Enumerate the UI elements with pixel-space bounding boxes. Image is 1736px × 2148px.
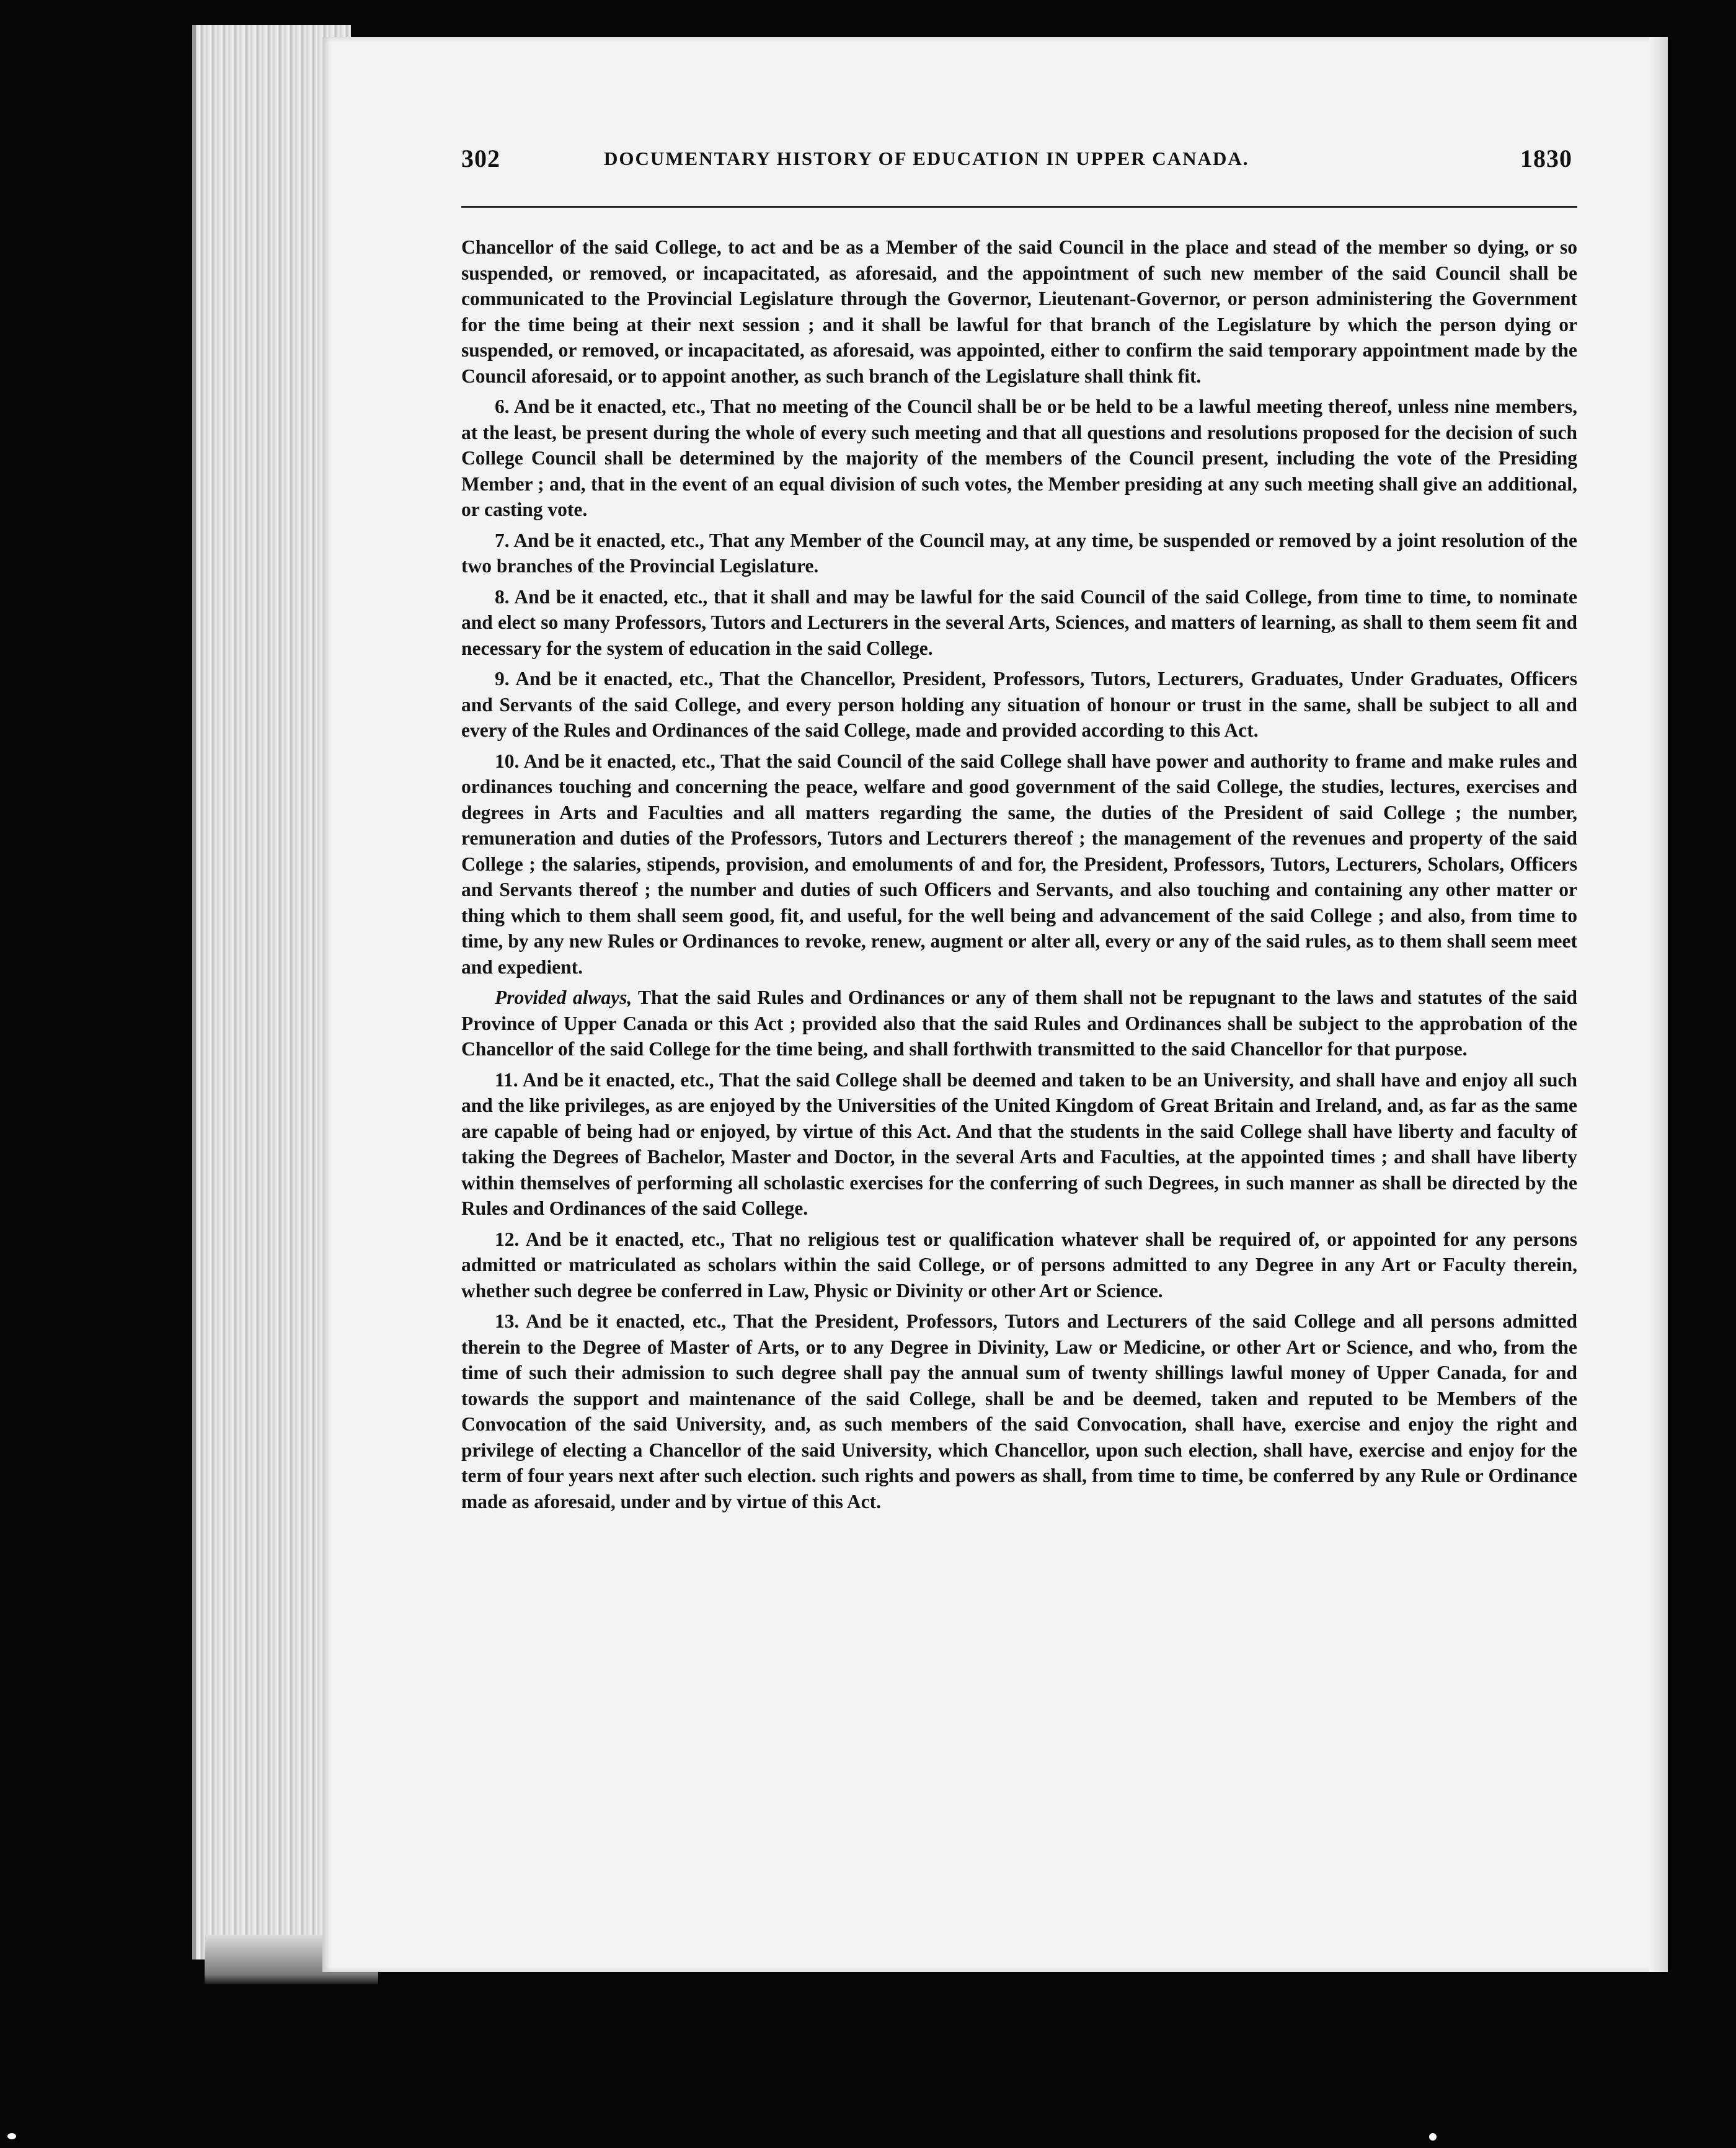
paragraph-section-12: 12. And be it enacted, etc., That no religious test or qualification whatever shall be required of, or appointed for any persons admitted or matriculated as scholars within the said College, or of persons admitted to any Degree in any Art or Faculty therein, whether such degree be conferred in Law, Physic or Divinity or other Art or Science. <box>461 1228 1577 1302</box>
running-title: DOCUMENTARY HISTORY OF EDUCATION IN UPPER CANADA. <box>604 148 1249 169</box>
page-header <box>461 144 1577 187</box>
paragraph-section-9: 9. And be it enacted, etc., That the Chancellor, President, Professors, Tutors, Lecturers, Graduates, Under Graduates, Officers and Servants of the said College, and every person holding any situation of honour or trust in the same, shall be subject to all and every of the Rules and Ordinances of the said College, made and provided according to this Act. <box>461 668 1577 741</box>
book-page <box>322 37 1668 1972</box>
proviso-text: That the said Rules and Ordinances or any of them shall not be repugnant to the laws and statutes of the said Province of Upper Canada or this Act ; provided also that the said Rules and Ordinances shall be subject to the approbation of the Chancellor of the said College for the time being, and shall forthwith transmitted to the said Chancellor for that purpose. <box>461 987 1577 1060</box>
paragraph-section-11: 11. And be it enacted, etc., That the said College shall be deemed and taken to be an University, and shall have and enjoy all such and the like privileges, as are enjoyed by the Universities of the United Kingdom of Great Britain and Ireland, and, as far as the same are capable of being had or enjoyed, by virtue of this Act. And that the students in the said College shall have liberty and faculty of taking the Degrees of Bachelor, Master and Doctor, in the several Arts and Faculties, at the appointed times ; and shall have liberty within themselves of performing all scholastic exercises for the conferring of such Degrees, in such manner as shall be directed by the Rules and Ordinances of the said College. <box>461 1068 1577 1219</box>
header-rule <box>461 206 1577 208</box>
paragraph-section-10: 10. And be it enacted, etc., That the said Council of the said College shall have power and authority to frame and make rules and ordinances touching and concerning the peace, welfare and good government of the said College, the studies, lectures, exercises and degrees in Arts and Faculties and all matters regarding the same, the duties of the President of said College ; the number, remuneration and duties of the Professors, Tutors and Lecturers thereof ; the management of the revenues and property of the said College ; the salaries, stipends, provision, and emoluments of and for, the President, Professors, Tutors, Lecturers, Scholars, Officers and Servants thereof ; the number and duties of such Officers and Servants, and also touching and containing any other matter or thing which to them shall seem good, fit, and useful, for the well being and advancement of the said College ; and also, from time to time, by any new Rules or Ordinances to revoke, renew, augment or alter all, every or any of the said rules, as to them shall seem meet and expedient. <box>461 750 1577 978</box>
paragraph-section-13: 13. And be it enacted, etc., That the President, Professors, Tutors and Lecturers of the said College and all persons admitted therein to the Degree of Master of Arts, or to any Degree in Divinity, Law or Medicine, or other Art or Science, and who, from the time of such their admission to such degree shall pay the annual sum of twenty shillings lawful money of Upper Canada, for and towards the support and maintenance of the said College, shall be and be deemed, taken and reputed to be Members of the Convocation of the said University, and, as such members of the said Convocation, shall have, exercise and enjoy the right and privilege of electing a Chancellor of the said University, which Chancellor, upon such election, shall have, exercise and enjoy for the term of four years next after such election. such rights and powers as shall, from time to time, be conferred by any Rule or Ordinance made as aforesaid, under and by virtue of this Act. <box>461 1310 1577 1512</box>
paragraph-continuation: Chancellor of the said College, to act and be as a Member of the said Council in the place and stead of the member so dying, or so suspended, or removed, or incapacitated, as aforesaid, and the appointment of such new member of the said Council shall be communicated to the Provincial Legislature through the Governor, Lieutenant-Governor, or person administering the Government for the time being at their next session ; and it shall be lawful for that branch of the Legislature by which the person dying or suspended, or removed, or incapacitated, as aforesaid, was appointed, either to confirm the said temporary appointment made by the Council aforesaid, or to appoint another, as such branch of the Legislature shall think fit. <box>461 236 1577 387</box>
scan-speck <box>1429 2133 1437 2141</box>
proviso-lead: Provided always, <box>495 987 632 1008</box>
header-year: 1830 <box>1520 144 1572 172</box>
page-number: 302 <box>461 144 500 172</box>
page-gutter-shadow <box>1649 37 1668 1972</box>
paragraph-section-7: 7. And be it enacted, etc., That any Member of the Council may, at any time, be suspended or removed by a joint resolution of the two branches of the Provincial Legislature. <box>461 529 1577 577</box>
paragraph-section-8: 8. And be it enacted, etc., that it shall and may be lawful for the said Council of the said College, from time to time, to nominate and elect so many Professors, Tutors and Lecturers in the several Arts, Sciences, and matters of learning, as shall to them seem fit and necessary for the system of education in the said College. <box>461 585 1577 659</box>
body-text <box>461 234 1577 1519</box>
paragraph-section-6: 6. And be it enacted, etc., That no meeting of the Council shall be or be held to be a lawful meeting thereof, unless nine members, at the least, be present during the whole of every such meeting and that all questions and resolutions proposed for the decision of such College Council shall be determined by the majority of the members of the Council present, including the vote of the Presiding Member ; and, that in the event of an equal division of such votes, the Member presiding at any such meeting shall give an additional, or casting vote. <box>461 396 1577 520</box>
scan-speck <box>7 2133 16 2139</box>
paragraph-proviso <box>461 985 1577 1062</box>
